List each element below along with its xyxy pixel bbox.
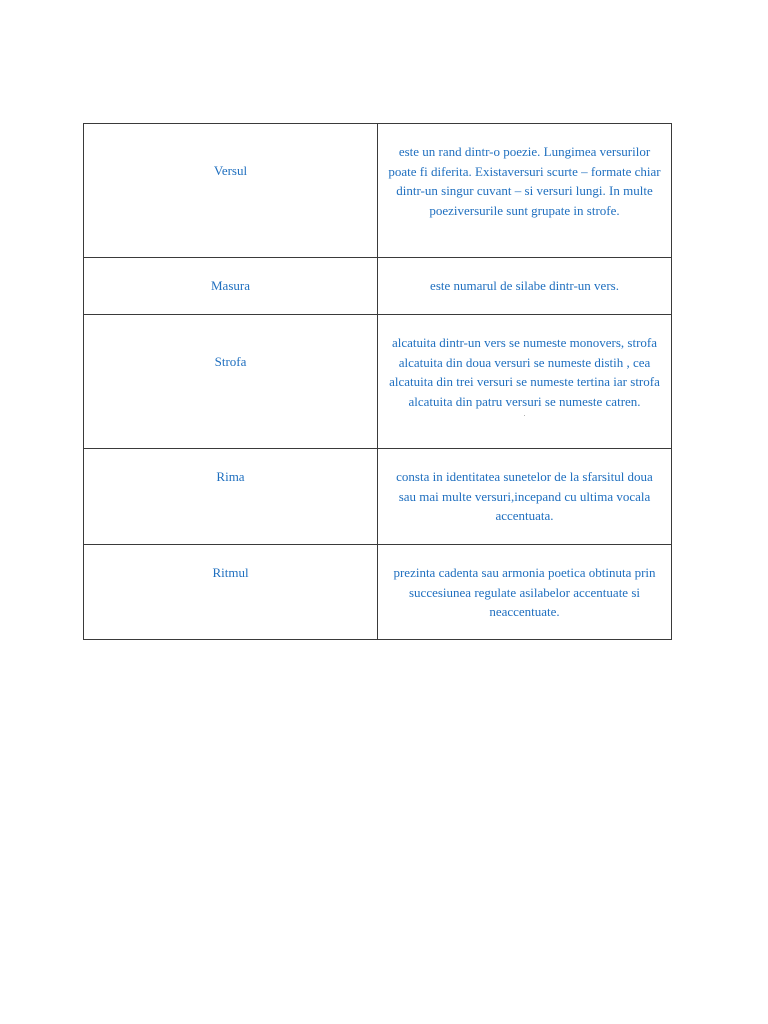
definition-cell bbox=[378, 315, 672, 449]
definition-cell bbox=[378, 258, 672, 315]
term-text: Masura bbox=[211, 278, 250, 293]
definition-text: prezinta cadenta sau armonia poetica obtinuta prin succesiunea regulate asilabelor accentuate si neaccentuate. bbox=[393, 565, 656, 619]
table-row bbox=[84, 258, 672, 315]
definitions-table bbox=[83, 123, 672, 640]
table-row bbox=[84, 545, 672, 640]
definition-text: este numarul de silabe dintr-un vers. bbox=[430, 278, 619, 293]
table-row bbox=[84, 124, 672, 258]
term-cell bbox=[84, 258, 378, 315]
trailing-mark: . bbox=[523, 409, 526, 418]
table-row bbox=[84, 449, 672, 545]
term-text: Versul bbox=[213, 163, 248, 178]
definition-text: consta in identitatea sunetelor de la sfarsitul doua sau mai multe versuri,incepand cu ultima vocala accentuata. bbox=[396, 469, 653, 523]
table-row bbox=[84, 315, 672, 449]
definition-text: alcatuita dintr-un vers se numeste monovers, strofa alcatuita din doua versuri se numeste distih , cea alcatuita din trei versuri se numeste tertina iar strofa alcatuita din patru versuri se numeste catren. bbox=[389, 335, 660, 409]
term-cell bbox=[84, 449, 378, 545]
definition-text: este un rand dintr-o poezie. Lungimea versurilor poate fi diferita. Existaversuri scurte – formate chiar dintr-un singur cuvant – si versuri lungi. In multe poeziversurile sunt grupate in strofe. bbox=[388, 144, 661, 218]
definition-cell bbox=[378, 545, 672, 640]
term-text: Rima bbox=[216, 469, 245, 484]
term-text: Strofa bbox=[214, 354, 247, 369]
definition-cell bbox=[378, 449, 672, 545]
term-cell bbox=[84, 315, 378, 449]
term-cell bbox=[84, 124, 378, 258]
term-text: Ritmul bbox=[212, 565, 249, 580]
term-cell bbox=[84, 545, 378, 640]
definition-cell bbox=[378, 124, 672, 258]
